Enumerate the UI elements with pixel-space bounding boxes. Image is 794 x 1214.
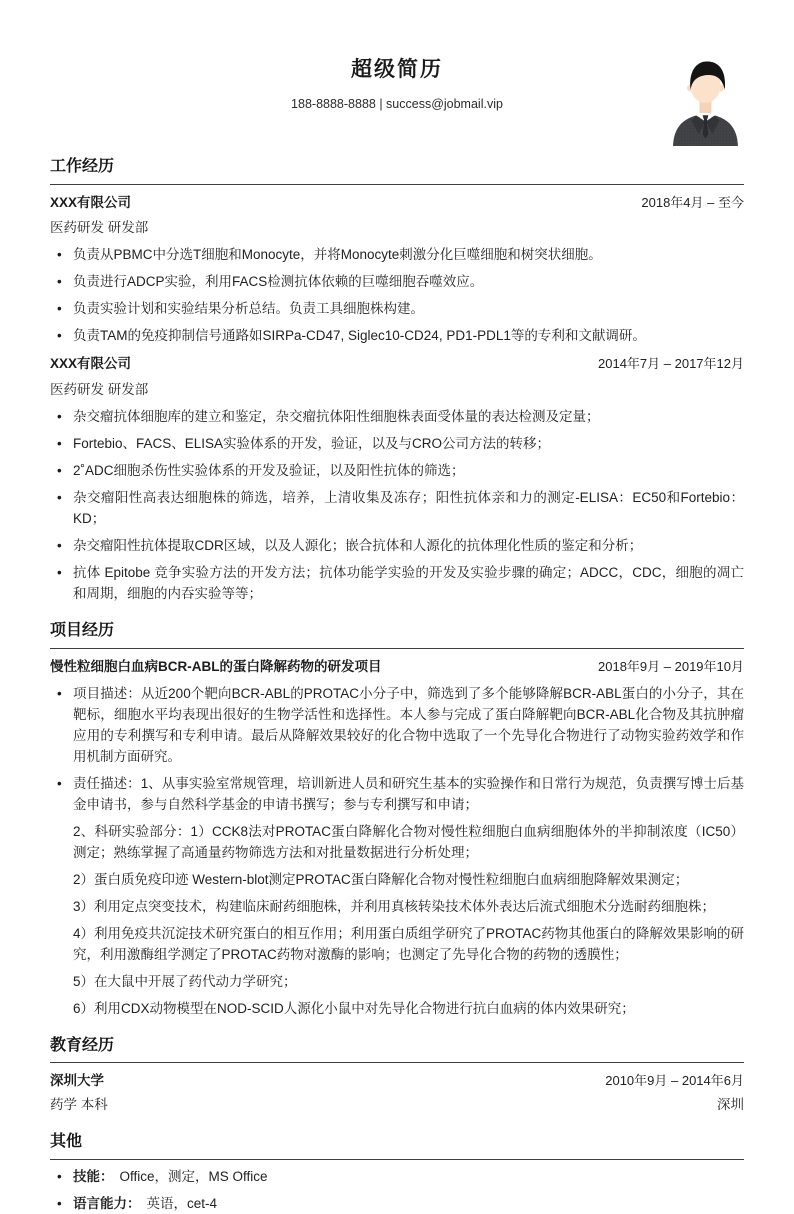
education-major: 药学 本科 — [50, 1097, 108, 1113]
male-avatar-icon — [670, 57, 741, 146]
work-period: 2018年4月 – 至今 — [641, 194, 744, 210]
project-entry-header — [50, 657, 744, 677]
project-subitem: 4）利用免疫共沉淀技术研究蛋白的相互作用；利用蛋白质组学研究了PROTAC药物其他蛋白的降解效果影响的研究，利用激酶组学测定了PROTAC药物对激酶的影响；也测定了先导化合物的药物的透膜性； — [73, 925, 744, 962]
section-education — [50, 1036, 744, 1116]
education-entry-header — [50, 1071, 744, 1091]
work-period: 2014年7月 – 2017年12月 — [598, 356, 744, 372]
project-bullet: • 项目描述：从近200个靶向BCR-ABL的PROTAC小分子中，筛选到了多个能够降解BCR-ABL蛋白的小分子，其在靶标，细胞水平均表现出很好的生物学活性和选择性。本人参与完成了蛋白降解靶向BCR-ABL化合物及其抗肿瘤应用的专利撰写和专利申请。最后从降解效果较好的化合物中选取了一个先导化合物进行了动物实验药效学和作用机制方面研究。 — [50, 683, 744, 767]
project-name: 慢性粒细胞白血病BCR-ABL的蛋白降解药物的研发项目 — [50, 658, 382, 674]
language-item — [50, 1193, 744, 1214]
work-entry-header — [50, 193, 744, 213]
project-subitem: 2、科研实验部分：1）CCK8法对PROTAC蛋白降解化合物对慢性粒细胞白血病细胞体外的半抑制浓度（IC50）测定；熟练掌握了高通量药物筛选方法和对批量数据进行分析处理； — [73, 823, 744, 860]
work-bullet: • 负责实验计划和实验结果分析总结。负责工具细胞株构建。 — [50, 298, 744, 319]
contact-info: 188-8888-8888 | success@jobmail.vip — [291, 97, 503, 112]
other-list — [50, 1166, 744, 1214]
company-name: XXX有限公司 — [50, 356, 132, 372]
skill-label: 技能： — [73, 1168, 114, 1184]
project-bullet-list — [50, 683, 744, 815]
work-bullet-list — [50, 406, 744, 604]
work-bullet: • 杂交瘤阳性高表达细胞株的筛选，培养，上清收集及冻存；阳性抗体亲和力的测定-ELISA：EC50和Fortebio：KD； — [50, 487, 744, 529]
section-title-work: 工作经历 — [50, 157, 744, 184]
company-name: XXX有限公司 — [50, 194, 132, 210]
job-role: 医药研发 研发部 — [50, 219, 149, 235]
skill-value: Office，测定，MS Office — [119, 1168, 268, 1184]
work-bullet: • 负责从PBMC中分选T细胞和Monocyte，并将Monocyte刺激分化巨噬细胞和树突状细胞。 — [50, 244, 744, 265]
section-title-project: 项目经历 — [50, 621, 744, 648]
resume-header — [50, 57, 744, 112]
work-bullet: • Fortebio、FACS、ELISA实验体系的开发，验证，以及与CRO公司方法的转移； — [50, 433, 744, 454]
education-location: 深圳 — [717, 1097, 744, 1113]
page-title: 超级简历 — [351, 58, 443, 81]
section-other — [50, 1132, 744, 1213]
language-value: 英语，cet-4 — [146, 1195, 218, 1211]
project-subitem-list — [50, 821, 744, 1019]
project-subitem: 5）在大鼠中开展了药代动力学研究； — [73, 973, 297, 989]
work-entry — [50, 193, 744, 347]
section-title-education: 教育经历 — [50, 1036, 744, 1063]
work-bullet: • 负责进行ADCP实验，利用FACS检测抗体依赖的巨噬细胞吞噬效应。 — [50, 271, 744, 292]
work-bullet: • 2˚ADC细胞杀伤性实验体系的开发及验证，以及阳性抗体的筛选； — [50, 460, 744, 481]
project-subitem: 3）利用定点突变技术，构建临床耐药细胞株，并利用真核转染技术体外表达后流式细胞术分选耐药细胞株； — [73, 898, 716, 914]
work-entry — [50, 354, 744, 604]
project-subitem: 6）利用CDX动物模型在NOD-SCID人源化小鼠中对先导化合物进行抗白血病的体内效果研究； — [73, 1000, 635, 1016]
section-title-other: 其他 — [50, 1132, 744, 1159]
work-bullet: • 杂交瘤抗体细胞库的建立和鉴定，杂交瘤抗体阳性细胞株表面受体量的表达检测及定量； — [50, 406, 744, 427]
school-name: 深圳大学 — [50, 1072, 104, 1088]
work-bullet: • 负责TAM的免疫抑制信号通路如SIRPa-CD47, Siglec10-CD24, PD1-PDL1等的专利和文献调研。 — [50, 325, 744, 346]
project-subitem: 2）蛋白质免疫印迹 Western-blot测定PROTAC蛋白降解化合物对慢性粒细胞白血病细胞降解效果测定； — [73, 871, 689, 887]
language-label: 语言能力： — [73, 1195, 141, 1211]
education-detail-row — [50, 1095, 744, 1115]
work-entry-header — [50, 354, 744, 374]
work-bullet: • 抗体 Epitobe 竞争实验方法的开发方法；抗体功能学实验的开发及实验步骤的确定；ADCC，CDC，细胞的凋亡和周期，细胞的内吞实验等等； — [50, 562, 744, 604]
work-bullet-list — [50, 244, 744, 346]
skill-item — [50, 1166, 744, 1187]
project-bullet: • 责任描述：1、从事实验室常规管理，培训新进人员和研究生基本的实验操作和日常行为规范，负责撰写博士后基金申请书，参与自然科学基金的申请书撰写；参与专利撰写和申请； — [50, 773, 744, 815]
profile-photo — [670, 57, 741, 146]
work-bullet: • 杂交瘤阳性抗体提取CDR区域，以及人源化；嵌合抗体和人源化的抗体理化性质的鉴定和分析； — [50, 535, 744, 556]
section-work-experience — [50, 157, 744, 604]
section-project-experience — [50, 621, 744, 1018]
job-role: 医药研发 研发部 — [50, 381, 149, 397]
education-period: 2010年9月 – 2014年6月 — [605, 1072, 744, 1088]
project-period: 2018年9月 – 2019年10月 — [598, 658, 744, 674]
